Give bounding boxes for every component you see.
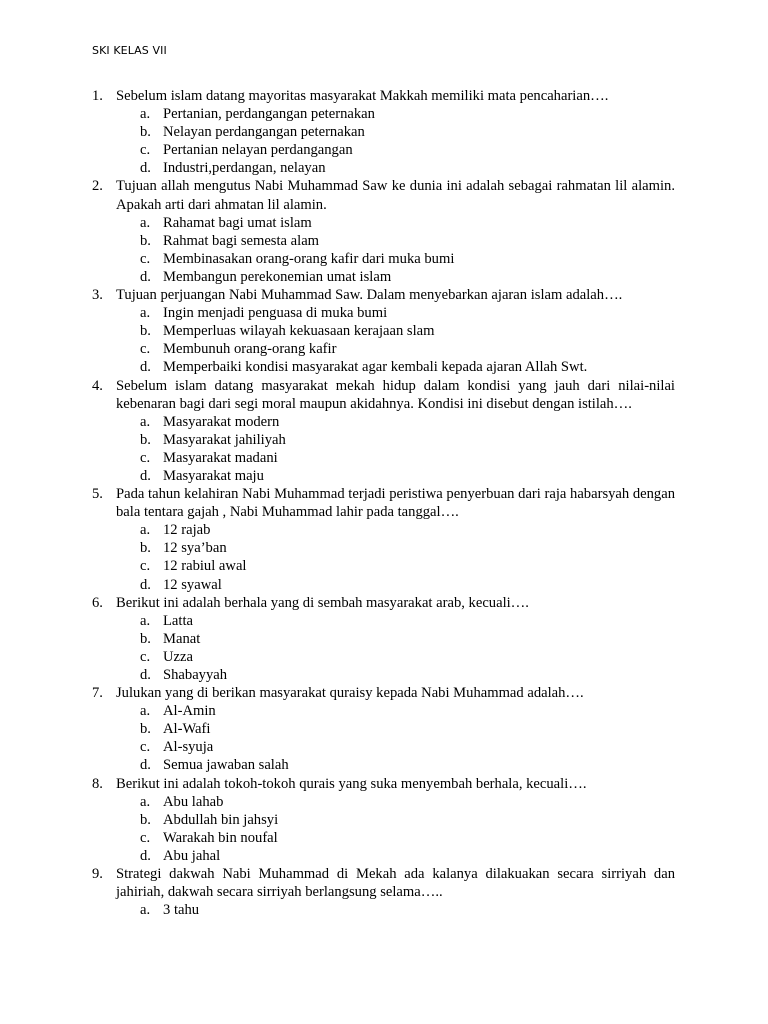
- option-letter: c.: [140, 449, 151, 466]
- answer-option: [116, 576, 675, 594]
- option-letter: b.: [140, 232, 151, 249]
- answer-option: [116, 793, 675, 811]
- option-letter: a.: [140, 106, 151, 123]
- question-number: 4.: [92, 377, 103, 394]
- option-letter: a.: [140, 413, 151, 430]
- question-number: 6.: [92, 594, 103, 611]
- option-letter: d.: [140, 268, 151, 285]
- option-list: [116, 521, 675, 593]
- option-letter: c.: [140, 341, 151, 358]
- answer-option: [116, 105, 675, 123]
- answer-option: [116, 666, 675, 684]
- question-item: [92, 87, 675, 177]
- option-text: Masyarakat maju: [163, 467, 264, 484]
- option-text: 3 tahu: [163, 902, 200, 919]
- answer-option: [116, 829, 675, 847]
- option-text: Memperbaiki kondisi masyarakat agar kembali kepada ajaran Allah Swt.: [163, 359, 588, 376]
- question-item: [92, 594, 675, 684]
- question-item: [92, 177, 675, 286]
- option-text: 12 syawal: [163, 576, 222, 593]
- option-list: [116, 901, 675, 919]
- option-letter: c.: [140, 739, 151, 756]
- question-number: 5.: [92, 486, 103, 503]
- option-text: Pertanian, perdangangan peternakan: [163, 106, 375, 123]
- question-text: Berikut ini adalah tokoh-tokoh qurais yang suka menyembah berhala, kecuali….: [116, 775, 587, 792]
- question-number: 7.: [92, 685, 103, 702]
- option-letter: d.: [140, 467, 151, 484]
- option-list: [116, 413, 675, 485]
- option-text: Masyarakat madani: [163, 449, 278, 466]
- option-text: Industri,perdangan, nelayan: [163, 160, 326, 177]
- option-letter: d.: [140, 160, 151, 177]
- answer-option: [116, 630, 675, 648]
- option-text: 12 sya’ban: [163, 540, 227, 557]
- answer-option: [116, 431, 675, 449]
- answer-option: [116, 901, 675, 919]
- answer-option: [116, 159, 675, 177]
- page-header: SKI KELAS VII: [92, 44, 167, 57]
- option-letter: b.: [140, 811, 151, 828]
- answer-option: [116, 612, 675, 630]
- answer-option: [116, 449, 675, 467]
- option-text: Al-Wafi: [163, 721, 211, 738]
- question-text: Pada tahun kelahiran Nabi Muhammad terjadi peristiwa penyerbuan dari raja habarsyah dengan bala tentara gajah , Nabi Muhammad lahir pada tanggal….: [116, 486, 675, 521]
- option-letter: a.: [140, 214, 151, 231]
- question-number: 3.: [92, 287, 103, 304]
- option-text: Masyarakat modern: [163, 413, 280, 430]
- option-text: 12 rabiul awal: [163, 558, 247, 575]
- option-text: Shabayyah: [163, 667, 228, 683]
- option-list: [116, 304, 675, 376]
- option-text: Abu jahal: [163, 847, 221, 864]
- question-number: 8.: [92, 775, 103, 792]
- answer-option: [116, 811, 675, 829]
- option-letter: a.: [140, 612, 151, 629]
- option-text: Rahamat bagi umat islam: [163, 214, 312, 231]
- option-text: Membunuh orang-orang kafir: [163, 341, 337, 358]
- option-letter: d.: [140, 359, 151, 376]
- option-letter: d.: [140, 847, 151, 864]
- question-text: Tujuan perjuangan Nabi Muhammad Saw. Dalam menyebarkan ajaran islam adalah….: [116, 287, 623, 304]
- answer-option: [116, 268, 675, 286]
- answer-option: [116, 250, 675, 268]
- option-letter: c.: [140, 829, 151, 846]
- option-text: Semua jawaban salah: [163, 757, 289, 774]
- question-number: 2.: [92, 178, 103, 195]
- option-text: Abdullah bin jahsyi: [163, 811, 279, 828]
- answer-option: [116, 304, 675, 322]
- answer-option: [116, 521, 675, 539]
- option-text: Membinasakan orang-orang kafir dari muka bumi: [163, 250, 455, 267]
- option-text: Warakah bin noufal: [163, 829, 278, 846]
- answer-option: [116, 847, 675, 865]
- option-letter: b.: [140, 630, 151, 647]
- option-text: Al-syuja: [163, 739, 214, 756]
- answer-option: [116, 232, 675, 250]
- option-text: Masyarakat jahiliyah: [163, 431, 286, 448]
- option-letter: b.: [140, 124, 151, 141]
- option-letter: b.: [140, 721, 151, 738]
- question-item: [92, 485, 675, 594]
- option-text: Ingin menjadi penguasa di muka bumi: [163, 305, 388, 322]
- option-letter: c.: [140, 648, 151, 665]
- option-text: Nelayan perdangangan peternakan: [163, 124, 365, 141]
- question-text: Strategi dakwah Nabi Muhammad di Mekah ada kalanya dilakuakan secara sirriyah dan jahiriah, dakwah secara sirriyah berlangsung selama…..: [116, 866, 675, 901]
- question-text: Julukan yang di berikan masyarakat quraisy kepada Nabi Muhammad adalah….: [116, 685, 584, 702]
- option-letter: c.: [140, 250, 151, 267]
- option-list: [116, 793, 675, 865]
- answer-option: [116, 738, 675, 756]
- option-letter: d.: [140, 757, 151, 774]
- option-letter: a.: [140, 703, 151, 720]
- option-text: Pertanian nelayan perdangangan: [163, 142, 353, 159]
- option-letter: b.: [140, 540, 151, 557]
- answer-option: [116, 539, 675, 557]
- answer-option: [116, 141, 675, 159]
- option-text: Al-Amin: [163, 703, 216, 720]
- option-letter: b.: [140, 323, 151, 340]
- question-text: Sebelum islam datang masyarakat mekah hidup dalam kondisi yang jauh dari nilai-nilai kebenaran bagi dari segi moral maupun akidahnya. Kondisi ini disebut dengan istilah….: [116, 377, 675, 412]
- question-text: Tujuan allah mengutus Nabi Muhammad Saw ke dunia ini adalah sebagai rahmatan lil alamin. Apakah arti dari ahmatan lil alamin.: [116, 178, 675, 213]
- question-item: [92, 286, 675, 376]
- option-list: [116, 612, 675, 684]
- question-number: 9.: [92, 866, 103, 883]
- answer-option: [116, 214, 675, 232]
- option-letter: b.: [140, 431, 151, 448]
- option-list: [116, 105, 675, 177]
- question-list: [92, 87, 675, 919]
- answer-option: [116, 702, 675, 720]
- question-text: Berikut ini adalah berhala yang di sembah masyarakat arab, kecuali….: [116, 594, 529, 611]
- option-text: Abu lahab: [163, 793, 224, 810]
- question-item: [92, 684, 675, 774]
- question-item: [92, 377, 675, 486]
- question-item: [92, 775, 675, 865]
- option-list: [116, 702, 675, 774]
- answer-option: [116, 720, 675, 738]
- option-text: 12 rajab: [163, 522, 211, 539]
- answer-option: [116, 756, 675, 774]
- question-number: 1.: [92, 88, 103, 104]
- answer-option: [116, 648, 675, 666]
- option-letter: d.: [140, 667, 151, 683]
- answer-option: [116, 340, 675, 358]
- answer-option: [116, 467, 675, 485]
- question-item: [92, 865, 675, 919]
- answer-option: [116, 557, 675, 575]
- option-text: Membangun perekonemian umat islam: [163, 268, 392, 285]
- option-text: Latta: [163, 612, 193, 629]
- option-letter: a.: [140, 793, 151, 810]
- option-text: Rahmat bagi semesta alam: [163, 232, 320, 249]
- answer-option: [116, 123, 675, 141]
- option-text: Manat: [163, 630, 201, 647]
- answer-option: [116, 358, 675, 376]
- option-letter: a.: [140, 522, 151, 539]
- option-text: Uzza: [163, 648, 193, 665]
- option-letter: c.: [140, 558, 151, 575]
- option-list: [116, 214, 675, 286]
- option-letter: c.: [140, 142, 151, 159]
- answer-option: [116, 322, 675, 340]
- option-letter: a.: [140, 305, 151, 322]
- option-text: Memperluas wilayah kekuasaan kerajaan slam: [163, 323, 435, 340]
- answer-option: [116, 413, 675, 431]
- option-letter: a.: [140, 902, 151, 919]
- question-text: Sebelum islam datang mayoritas masyarakat Makkah memiliki mata pencaharian….: [116, 88, 609, 104]
- option-letter: d.: [140, 576, 151, 593]
